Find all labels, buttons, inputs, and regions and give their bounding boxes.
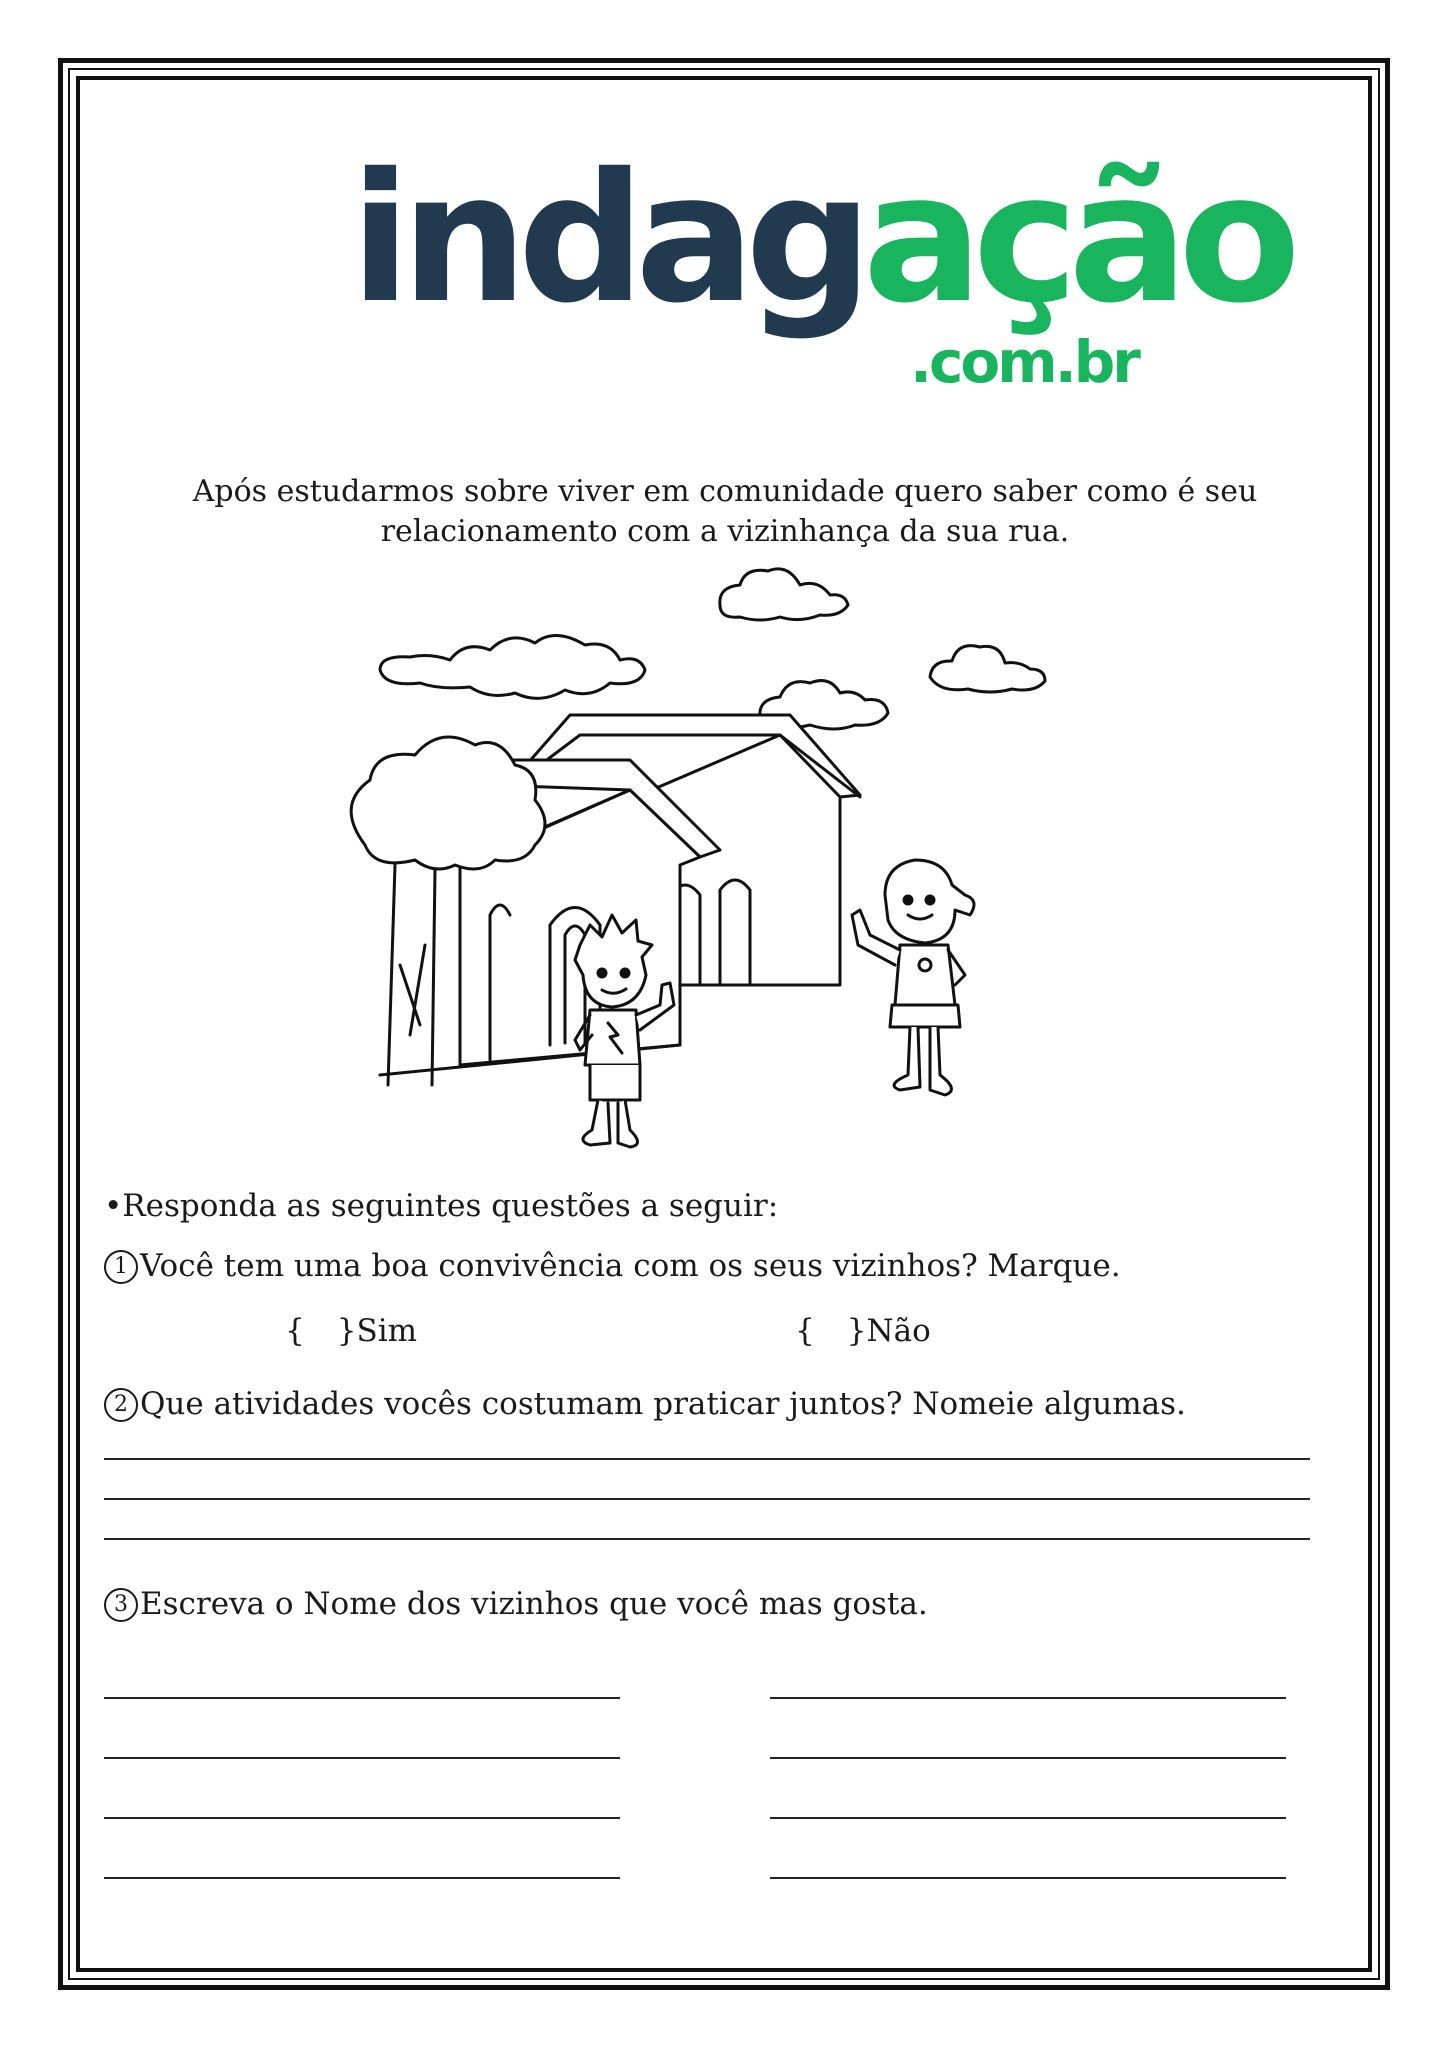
- option-nao-open-brace: {: [795, 1313, 815, 1349]
- name-line-left[interactable]: [104, 1757, 620, 1759]
- answer-line[interactable]: [104, 1498, 1310, 1500]
- neighborhood-illustration: [340, 565, 1100, 1175]
- girl-character: [852, 860, 974, 1095]
- intro-text: [180, 472, 1270, 552]
- option-nao-close-brace: }: [846, 1313, 867, 1349]
- answer-line[interactable]: [104, 1538, 1310, 1540]
- name-line-right[interactable]: [770, 1877, 1286, 1879]
- name-line-left[interactable]: [104, 1697, 620, 1699]
- cloud-icon: [380, 635, 645, 698]
- instructions-text: •Responda as seguintes questões a seguir:: [104, 1188, 779, 1224]
- option-nao[interactable]: [795, 1313, 931, 1349]
- option-sim-open-brace: {: [285, 1313, 305, 1349]
- name-line-right[interactable]: [770, 1817, 1286, 1819]
- question-3: [104, 1586, 928, 1622]
- indagacao-logo: [350, 135, 1291, 400]
- name-line-left[interactable]: [104, 1817, 620, 1819]
- question-2: [104, 1386, 1186, 1422]
- question-3-text: Escreva o Nome dos vizinhos que você mas gosta.: [140, 1586, 928, 1622]
- name-line-right[interactable]: [770, 1697, 1286, 1699]
- logo-domain-text: .com.br: [910, 328, 1138, 396]
- intro-line-2: relacionamento com a vizinhança da sua rua.: [380, 514, 1070, 549]
- question-number-badge: 1: [104, 1250, 138, 1284]
- answer-line[interactable]: [104, 1458, 1310, 1460]
- cloud-icon: [930, 646, 1045, 692]
- option-sim-label: Sim: [356, 1313, 418, 1349]
- cloud-icon: [720, 569, 848, 620]
- logo-wordmark: [350, 135, 1291, 342]
- option-sim[interactable]: [285, 1313, 417, 1349]
- logo-dark-text: indag: [350, 135, 863, 342]
- question-1-text: Você tem uma boa convivência com os seus vizinhos? Marque.: [140, 1248, 1121, 1284]
- question-number-badge: 2: [104, 1388, 138, 1422]
- question-2-text: Que atividades vocês costumam praticar juntos? Nomeie algumas.: [140, 1386, 1186, 1422]
- option-nao-label: Não: [866, 1313, 931, 1349]
- name-line-left[interactable]: [104, 1877, 620, 1879]
- name-line-right[interactable]: [770, 1757, 1286, 1759]
- question-1: [104, 1248, 1121, 1284]
- intro-line-1: Após estudarmos sobre viver em comunidade quero saber como é seu: [192, 474, 1258, 509]
- option-sim-close-brace: }: [336, 1313, 357, 1349]
- logo-green-text: ação: [862, 135, 1291, 342]
- question-number-badge: 3: [104, 1588, 138, 1622]
